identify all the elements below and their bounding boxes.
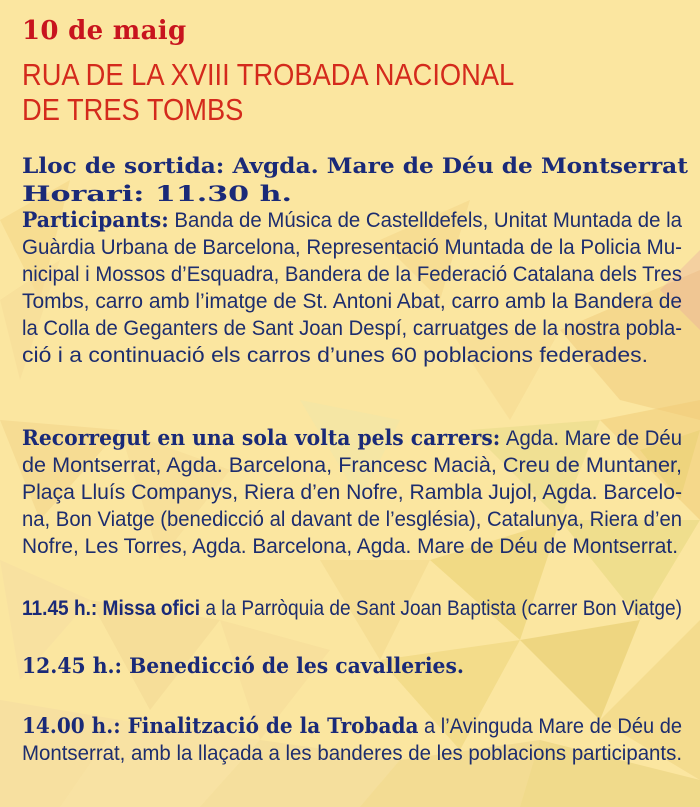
route-line-4: na, Bon Viatge (benedicció al davant de l’església), Catalunya, Riera d’en [22,508,682,531]
departure-time: Horari: 11.30 h. [22,181,292,206]
finale-line [22,740,698,767]
route-line [22,479,698,506]
event-date: 10 de maig [22,16,187,46]
participants-line-2: Guàrdia Urbana de Barcelona, Representació Muntada de la Policia Mu- [22,236,682,259]
route-line-3: Plaça Lluís Companys, Riera d’en Nofre, Rambla Jujol, Agda. Barcelo- [22,481,682,504]
event-title-line-2: DE TRES TOMBS [22,92,244,127]
finale-line [22,712,698,740]
mass-text: a la Parròquia de Sant Joan Baptista (carrer Bon Viatge) [205,597,683,620]
participants-line [22,342,698,369]
route-section [22,424,698,560]
route-line-1-wrap [22,424,682,452]
finale-label: 14.00 h.: Finalització de la Trobada [22,713,419,738]
route-line-2: de Montserrat, Agda. Barcelona, Francesc Macià, Creu de Muntaner, [22,454,682,477]
route-label: Recorregut en una sola volta pels carrers: [22,425,501,450]
event-title [22,57,603,127]
blessing-line [22,652,698,680]
route-line [22,424,698,452]
participants-line-4: Tombs, carro amb l’imatge de St. Antoni Abat, carro amb la Bandera de [22,290,682,313]
mass-label: 11.45 h.: Missa ofici [22,597,201,620]
route-line [22,506,698,533]
participants-line [22,288,698,315]
participants-line-5: la Colla de Geganters de Sant Joan Despí, carruatges de la nostra pobla- [22,317,682,340]
event-title-line-1: RUA DE LA XVIII TROBADA NACIONAL [22,57,515,92]
mass-line [22,595,698,622]
finale-line-1-wrap [22,712,682,740]
mass-section [22,595,698,622]
time-line [22,180,698,208]
finale-section [22,712,698,767]
finale-line-2: Montserrat, amb la llaçada a les banderes de les poblacions participants. [22,742,682,765]
participants-section [22,206,698,369]
blessing-label: 12.45 h.: Benedicció de les cavalleries. [22,653,464,678]
departure-section [22,152,698,208]
departure-label: Lloc de sortida: Avgda. Mare de Déu de Montserrat [22,153,688,178]
departure-line [22,152,698,180]
mass-wrap [22,595,682,622]
participants-line-1: Banda de Música de Castelldefels, Unitat Muntada de la [174,209,682,232]
route-line-1: Agda. Mare de Déu [505,427,682,450]
participants-line [22,206,698,234]
route-line [22,452,698,479]
participants-line [22,315,698,342]
participants-label: Participants: [22,207,169,232]
participants-line [22,234,698,261]
blessing-section [22,652,698,680]
route-line [22,533,698,560]
participants-line [22,261,698,288]
participants-line-6: ció i a continuació els carros d’unes 60 poblacions federades. [22,344,648,367]
participants-line-1-wrap [22,206,682,234]
finale-line-1: a l’Avinguda Mare de Déu de [424,715,682,738]
participants-line-3: nicipal i Mossos d’Esquadra, Bandera de la Federació Catalana dels Tres [22,263,682,286]
route-line-5: Nofre, Les Torres, Agda. Barcelona, Agda. Mare de Déu de Montserrat. [22,535,678,558]
